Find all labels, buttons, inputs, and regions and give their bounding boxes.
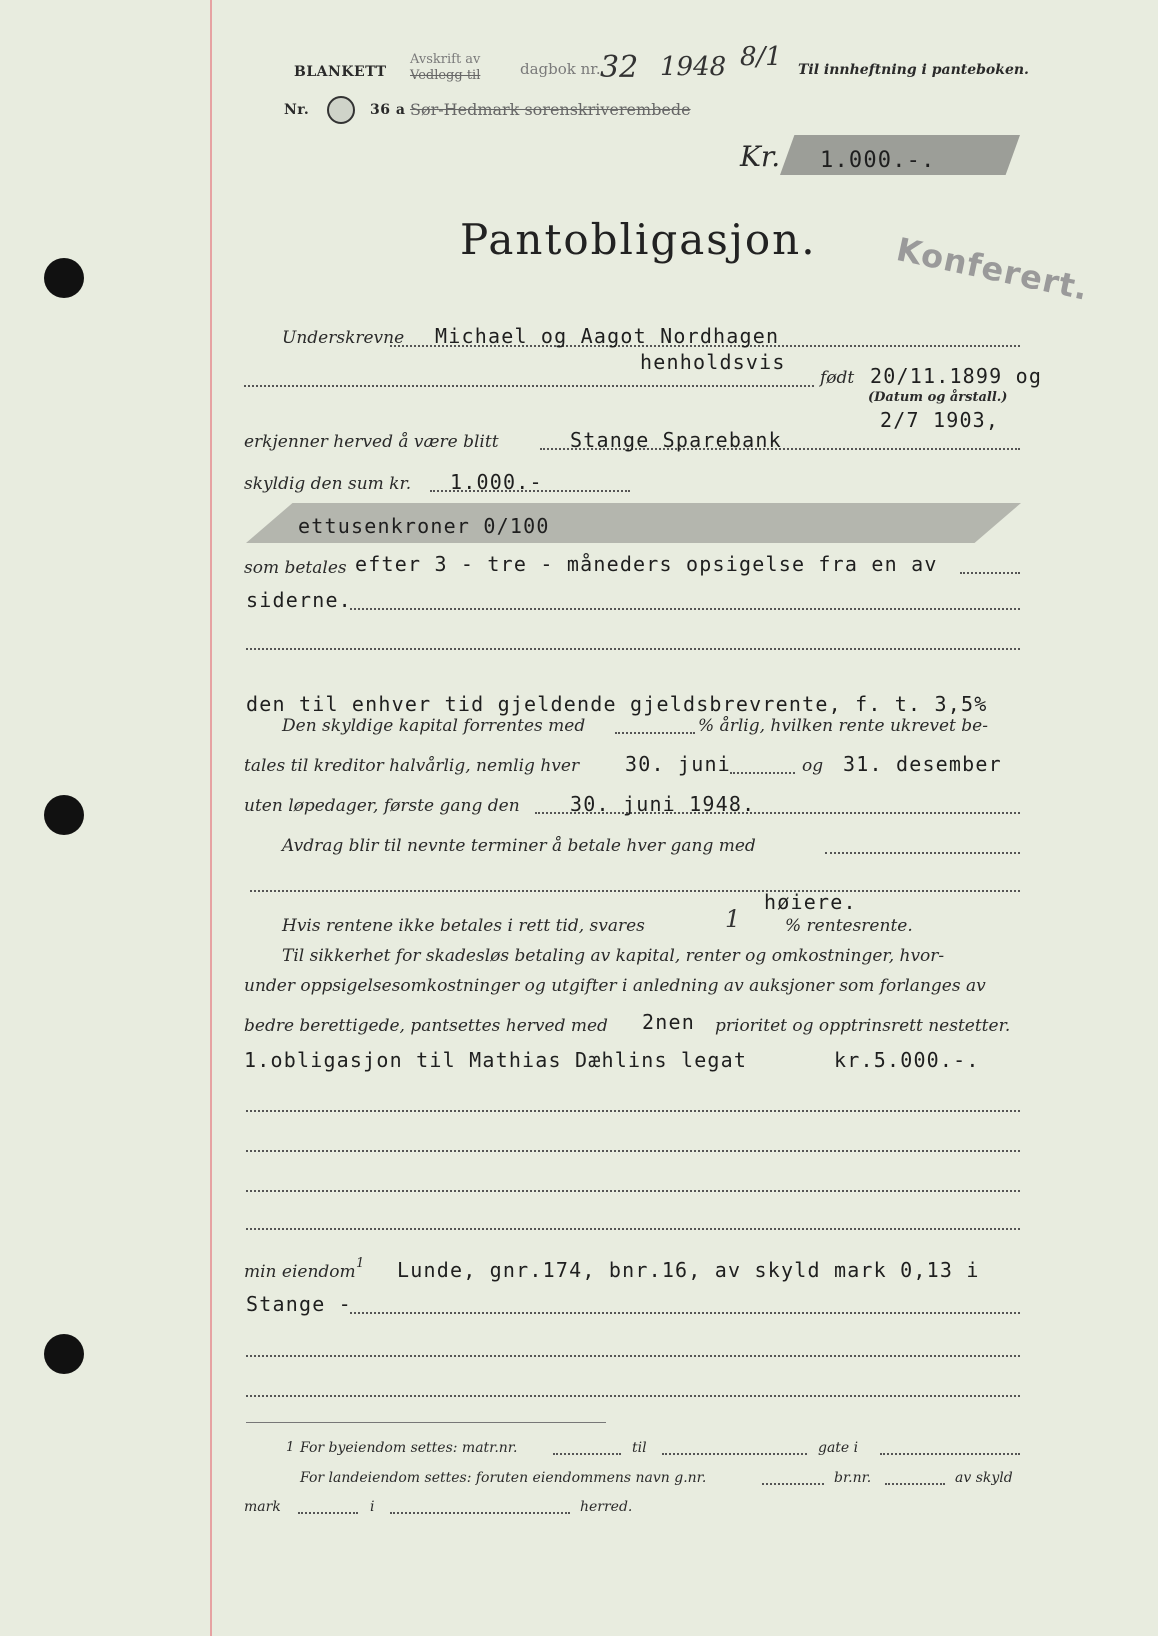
innheftning-note: Til innheftning i panteboken. — [798, 62, 1029, 78]
eiendom-label: min eiendom — [244, 1262, 356, 1282]
dotted-line — [825, 852, 1020, 854]
sikkerhet-line-1: Til sikkerhet for skadesløs betaling av kapital, renter og omkostninger, hvor- — [282, 946, 945, 966]
form-number: 36 a — [370, 102, 406, 118]
term-date-2: 31. desember — [843, 752, 1002, 776]
seal-icon — [327, 96, 355, 124]
avdrag-text: Avdrag blir til nevnte terminer å betale hver gang med — [282, 836, 756, 856]
dotted-line — [390, 1512, 570, 1514]
renter-label-a: Hvis rentene ikke betales i rett tid, svares — [282, 916, 645, 936]
sikkerhet-line-3a: bedre berettigede, pantsettes herved med — [244, 1016, 608, 1036]
sum-in-words: ettusenkroner 0/100 — [298, 514, 550, 538]
property-municipality: Stange - — [246, 1292, 352, 1316]
interest-rate-text: den til enhver tid gjeldende gjeldsbrevrente, f. t. 3,5% — [246, 692, 988, 716]
vedlegg-label: Vedlegg til — [410, 68, 481, 83]
lopedager-label: uten løpedager, første gang den — [244, 796, 520, 816]
punch-hole-icon — [44, 1334, 84, 1374]
birth-date-2: 2/7 1903, — [880, 408, 1000, 432]
first-payment-date: 30. juni 1948. — [570, 792, 756, 816]
dotted-line — [730, 772, 795, 774]
blankett-label: BLANKETT — [294, 64, 387, 80]
footnote-rule — [246, 1422, 606, 1423]
erkjenner-label: erkjenner herved å være blitt — [244, 432, 499, 452]
birth-date-1: 20/11.1899 og — [870, 364, 1043, 388]
dotted-line — [250, 890, 1020, 892]
margin-rule — [210, 0, 212, 1636]
dotted-line — [246, 1190, 1020, 1192]
kapital-line-a: Den skyldige kapital forrentes med — [282, 716, 586, 736]
punch-hole-icon — [44, 258, 84, 298]
kapital-line-b: % årlig, hvilken rente ukrevet be- — [698, 716, 988, 736]
underskrevne-label: Underskrevne — [282, 328, 405, 348]
prior-obligation-amount: kr.5.000.-. — [834, 1048, 980, 1072]
dagbok-label: dagbok nr. — [520, 60, 601, 78]
dotted-line — [350, 608, 1020, 610]
dotted-line — [246, 648, 1020, 650]
dotted-line — [246, 1355, 1020, 1357]
office-name: Sør-Hedmark sorenskriverembede — [410, 100, 691, 119]
sum-value: 1.000.- — [450, 470, 543, 494]
payment-terms-1: efter 3 - tre - måneders opsigelse fra en av — [355, 552, 938, 576]
dagbok-number: 32 — [600, 50, 639, 85]
dotted-line — [246, 1150, 1020, 1152]
debtor-names: Michael og Aagot Nordhagen — [435, 324, 780, 348]
footnote-line-3b: i — [370, 1499, 375, 1515]
footnote-line-1b: til — [632, 1440, 647, 1456]
dotted-line — [553, 1453, 621, 1455]
dotted-line — [244, 385, 814, 387]
hoiere-text: høiere. — [764, 890, 857, 914]
dotted-line — [246, 1395, 1020, 1397]
dotted-line — [960, 572, 1020, 574]
footnote-line-1c: gate i — [818, 1440, 859, 1456]
datum-note: (Datum og årstall.) — [868, 390, 1008, 405]
footnote-mark: 1 — [286, 1440, 295, 1455]
payment-terms-2: siderne. — [246, 588, 352, 612]
footnote-line-3c: herred. — [580, 1499, 633, 1515]
sikkerhet-line-3b: prioritet og opptrinsrett nestetter. — [715, 1016, 1011, 1036]
page-title — [460, 215, 817, 264]
footnote-line-3a: mark — [244, 1499, 281, 1515]
kr-label: Kr. — [740, 140, 781, 173]
konferert-stamp: Konferert. — [893, 230, 1093, 308]
dotted-line — [662, 1453, 807, 1455]
dotted-line — [762, 1483, 824, 1485]
renter-percent: 1 — [725, 905, 741, 933]
dagbok-year: 1948 — [660, 52, 727, 82]
dotted-line — [615, 732, 695, 734]
punch-hole-icon — [44, 795, 84, 835]
dotted-line — [880, 1453, 1020, 1455]
dagbok-date: 8/1 — [740, 42, 782, 72]
sikkerhet-line-2: under oppsigelsesomkostninger og utgifter i anledning av auksjoner som forlanges av — [244, 976, 986, 996]
dotted-line — [298, 1512, 358, 1514]
priority-value: 2nen — [642, 1010, 695, 1034]
henholdsvis-text: henholdsvis — [640, 350, 786, 374]
creditor-name: Stange Sparebank — [570, 428, 782, 452]
amount-value: 1.000.-. — [820, 148, 936, 173]
dotted-line — [246, 1228, 1020, 1230]
title-text: Pantobligasjon. — [460, 215, 817, 264]
dotted-line — [350, 1312, 1020, 1314]
eiendom-footnote-mark: 1 — [356, 1256, 365, 1271]
halvarlig-label: tales til kreditor halvårlig, nemlig hver — [244, 756, 580, 776]
footnote-line-2a: For landeiendom settes: foruten eiendommens navn g.nr. — [300, 1470, 707, 1486]
dotted-line — [885, 1483, 945, 1485]
skyldig-label: skyldig den sum kr. — [244, 474, 412, 494]
betales-label: som betales — [244, 558, 347, 578]
fodt-label: født — [820, 368, 855, 388]
avskrift-label: Avskrift av — [410, 52, 481, 67]
og-label: og — [802, 756, 824, 776]
prior-obligation: 1.obligasjon til Mathias Dæhlins legat — [244, 1048, 748, 1072]
dotted-line — [246, 1110, 1020, 1112]
nr-label: Nr. — [284, 102, 310, 118]
property-description: Lunde, gnr.174, bnr.16, av skyld mark 0,13 i — [397, 1258, 980, 1282]
footnote-line-2b: br.nr. — [834, 1470, 872, 1486]
renter-label-b: % rentesrente. — [785, 916, 913, 936]
term-date-1: 30. juni — [625, 752, 731, 776]
footnote-line-2c: av skyld — [955, 1470, 1013, 1486]
footnote-line-1a: For byeiendom settes: matr.nr. — [300, 1440, 518, 1456]
